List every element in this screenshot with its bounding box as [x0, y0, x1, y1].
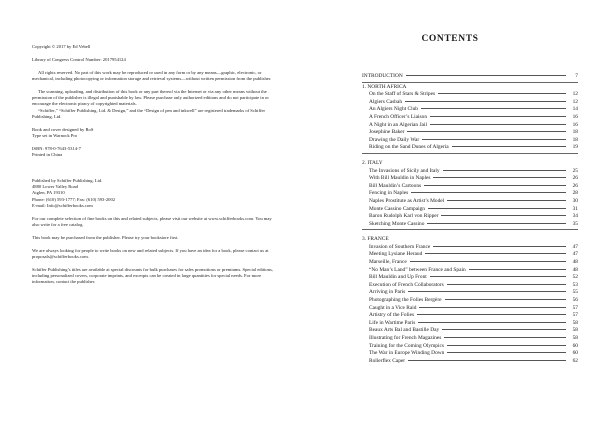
toc-entry[interactable]: [362, 221, 578, 229]
toc-entry-page: 47: [572, 251, 578, 258]
toc-entry[interactable]: [362, 327, 578, 335]
toc-entry-title: A French Officer’s Liaison: [369, 113, 428, 120]
toc-entry[interactable]: [362, 213, 578, 221]
toc-entry[interactable]: [362, 358, 578, 366]
leader-line: [407, 131, 566, 132]
toc-entry-title: Bill Mauldin’s Cartoons: [369, 182, 422, 189]
toc-entry-page: 55: [572, 289, 578, 296]
toc-entry[interactable]: [362, 206, 578, 214]
leader-line: [469, 269, 566, 270]
leader-line: [445, 299, 566, 300]
toc-entry-page: 52: [572, 274, 578, 281]
contents-title: CONTENTS: [421, 34, 479, 44]
leader-line: [447, 200, 566, 201]
rights-paragraph: All rights reserved. No part of this work may be reproduced or used in any form or by any means—graphic, electronic, or mechanical, including photocopying or information storage and retrieval systems—without written permission from the publisher.: [32, 69, 272, 81]
toc-entry-title: Bill Mauldin and Up Front: [369, 274, 427, 281]
toc-entry-title: An Algiers Night Club: [369, 106, 418, 113]
toc-entry[interactable]: [362, 144, 578, 152]
leader-line: [419, 307, 566, 308]
leader-line: [441, 215, 566, 216]
toc-entry-page: 58: [572, 327, 578, 334]
toc-entry-page: 31: [572, 205, 578, 212]
toc-entry[interactable]: [362, 289, 578, 297]
toc-entry-page: 19: [572, 144, 578, 151]
toc-entry-title: Sketching Monte Cassino: [369, 220, 425, 227]
toc-entry-title: With Bill Mauldin in Naples: [369, 175, 431, 182]
toc-entry-page: 56: [572, 297, 578, 304]
toc-entry-title: Algiers Casbah: [369, 98, 403, 105]
toc-entry[interactable]: [362, 114, 578, 122]
toc-entry-title: The War in Europe Winding Down: [369, 350, 445, 357]
toc-entry-page: 28: [572, 190, 578, 197]
toc-entry[interactable]: [362, 91, 578, 99]
selection-paragraph: For our complete selection of fine books on this and related subjects, please visit our website at www.schifferbooks.com. You may also write for a free catalog.: [32, 215, 272, 228]
leader-line: [443, 170, 566, 171]
toc-entry-page: 58: [572, 335, 578, 341]
leader-line: [430, 116, 566, 117]
leader-line: [424, 185, 566, 186]
toc-entry-title: Arriving in Paris: [369, 289, 406, 296]
purchase-paragraph: This book may be purchased from the publisher. Please try your bookstore first.: [32, 234, 179, 240]
toc-entry-page: 14: [572, 106, 578, 113]
toc-entry-title: Caught in a Vice Raid: [369, 304, 417, 311]
toc-entry[interactable]: [362, 297, 578, 305]
toc-entry-title: Riding on the Sand Dunes of Algeria: [369, 144, 449, 151]
toc-entry[interactable]: [362, 335, 578, 343]
leader-line: [411, 192, 566, 193]
toc-entry[interactable]: [362, 343, 578, 351]
section-rule: [362, 82, 578, 83]
leader-line: [433, 177, 566, 178]
toc-entry-title: Execution of French Collaborators: [369, 281, 444, 288]
trademarks-paragraph: “Schiffer,” “Schiffer Publishing, Ltd. & Design,” and the “Design of pen and inkwell” are registered trademarks of Schiffer Publishing, Ltd.: [32, 107, 266, 119]
toc-entry-title: A Night in an Algerian Jail: [369, 121, 427, 128]
toc-entry[interactable]: [362, 312, 578, 320]
toc-entry-title: Naples Prostitute as Artist’s Model: [369, 197, 445, 204]
publisher-phone: Phone: (610) 593-1777; Fax: (610) 593-2002: [32, 196, 116, 202]
contents-page: [300, 0, 600, 429]
leader-line: [430, 276, 566, 277]
toc-entry-title: Training for the Coming Olympics: [369, 342, 444, 349]
toc-entry-page: 35: [572, 220, 578, 227]
toc-entry-title: Invasion of Southern France: [369, 243, 431, 250]
publisher-email: E-mail: Info@schifferbooks.com: [32, 203, 93, 209]
toc-entry-title: Monte Cassino Campaign: [369, 205, 425, 212]
toc-entry-title: INTRODUCTION: [362, 73, 403, 79]
toc-entry-title: Life in Wartime Paris: [369, 319, 416, 326]
toc-entry-title: Artistry of the Folies: [369, 312, 415, 319]
toc-entry-page: 16: [572, 113, 578, 120]
toc-entry[interactable]: [362, 350, 578, 358]
lccn-line: Library of Congress Control Number: 2017954124: [32, 56, 126, 62]
toc-entry-page: 12: [572, 98, 578, 105]
leader-line: [442, 329, 566, 330]
toc-entry-title: Marseille, France: [369, 259, 407, 266]
leader-line: [421, 108, 566, 109]
toc-entry-title: Meeting Lysiane Heraud: [369, 251, 423, 258]
leader-line: [447, 284, 566, 285]
toc-entry[interactable]: [362, 267, 578, 275]
toc-entry[interactable]: [362, 183, 578, 191]
toc-entry-page: 62: [572, 357, 578, 364]
toc-entry-title: Illustrating for French Magazines: [369, 335, 442, 341]
leader-line: [447, 352, 566, 353]
toc-entry-page: 18: [572, 129, 578, 136]
copyright-block: [32, 44, 280, 286]
toc-entry[interactable]: [362, 168, 578, 176]
toc-entry-page: 34: [572, 213, 578, 220]
authors-paragraph: We are always looking for people to write books on new and related subjects. If you have an idea for a book, please contact us at proposals@schifferbooks.com.: [32, 247, 269, 260]
leader-line: [438, 93, 566, 94]
copyright-line: Copyright © 2017 by Ed Vebell: [32, 44, 91, 49]
toc-section-france: [362, 236, 578, 365]
toc-section-italy: [362, 160, 578, 230]
toc-entry-page: 25: [572, 167, 578, 174]
leader-line: [428, 208, 566, 209]
leader-line: [417, 314, 566, 315]
toc-entry-page: 57: [572, 312, 578, 319]
toc-entry[interactable]: [362, 99, 578, 107]
toc-entry-page: 26: [572, 175, 578, 182]
leader-line: [427, 223, 566, 224]
toc-entry-title: Drawing the Daily War: [369, 136, 420, 143]
leader-line: [433, 246, 566, 247]
scanning-paragraph: The scanning, uploading, and distribution of this book or any part thereof via the Internet or via any other means without the permission of the publisher is illegal and punishable by law. Please purchase only authorized editions and do not participate in or encourage the electronic piracy of copyrighted materials.: [32, 88, 269, 107]
toc-entry-title: Josephine Baker: [369, 129, 405, 136]
isbn-line: ISBN: 978-0-7643-5314-7: [32, 145, 81, 151]
toc-entry[interactable]: [362, 175, 578, 183]
section-heading: 1. NORTH AFRICA: [362, 83, 407, 90]
publisher-city: Atglen, PA 19310: [32, 190, 65, 196]
toc-entry-page: 58: [572, 319, 578, 326]
leader-line: [408, 360, 566, 361]
toc-entry-page: 16: [572, 121, 578, 128]
section-heading: 2. ITALY: [362, 159, 383, 166]
leader-line: [406, 75, 566, 76]
publisher-street: 4880 Lower Valley Road: [32, 184, 78, 190]
discounts-paragraph: Schiffer Publishing’s titles are available at special discounts for bulk purchases for sales promotions or premiums. Special editions, including personalized covers, corporate imprints, and excerpts can be created in large quantities for special needs. For more information, contact the publisher.: [32, 266, 273, 285]
toc-entry-title: On the Staff of Stars & Stripes: [369, 91, 436, 98]
toc-entry-page: 26: [572, 182, 578, 189]
toc-entry[interactable]: [362, 274, 578, 282]
toc-entry-page: 12: [572, 91, 578, 98]
leader-line: [405, 101, 566, 102]
toc-entry-title: Photographing the Folies Bergère: [369, 297, 442, 304]
leader-line: [410, 261, 566, 262]
toc-entry-title: Baron Rudolph Karl von Ripper: [369, 213, 439, 220]
leader-line: [422, 139, 566, 140]
toc-entry-page: 53: [572, 281, 578, 288]
design-credit: Book and cover designed by RoS: [32, 126, 94, 132]
toc-entry-page: 48: [572, 259, 578, 266]
toc-entry-title: “No Man’s Land” between France and Spain: [369, 266, 466, 273]
section-heading: 3. FRANCE: [362, 236, 389, 243]
leader-line: [430, 124, 566, 125]
publisher-name: Published by Schiffer Publishing, Ltd.: [32, 177, 103, 183]
toc-section-north-africa: [362, 84, 578, 154]
toc-entry[interactable]: [362, 320, 578, 328]
toc: [362, 73, 578, 365]
toc-entry[interactable]: [362, 122, 578, 130]
toc-entry-title: Beaux Arts Bal and Bastille Day: [369, 327, 440, 334]
toc-entry-page: 7: [575, 73, 578, 79]
toc-entry[interactable]: [362, 282, 578, 290]
toc-entry-page: 48: [572, 266, 578, 273]
toc-entry[interactable]: [362, 198, 578, 206]
toc-entry-title: Fencing in Naples: [369, 190, 409, 197]
typeset-credit: Type set in Warnock Pro: [32, 132, 78, 138]
toc-entry[interactable]: [362, 106, 578, 114]
toc-entry-page: 60: [572, 350, 578, 357]
leader-line: [418, 322, 566, 323]
toc-entry-page: 30: [572, 197, 578, 204]
leader-line: [444, 337, 566, 338]
leader-line: [447, 345, 566, 346]
toc-entry[interactable]: [362, 190, 578, 198]
leader-line: [452, 146, 566, 147]
toc-entry-title: The Invasions of Sicily and Italy: [369, 167, 440, 174]
toc-entry-page: 60: [572, 342, 578, 349]
toc-entry-title: Rollerflex Caper: [369, 357, 406, 364]
toc-entry[interactable]: [362, 244, 578, 252]
toc-entry-page: 47: [572, 243, 578, 250]
printed-line: Printed in China: [32, 152, 63, 158]
toc-intro[interactable]: [362, 73, 578, 81]
toc-entry[interactable]: [362, 259, 578, 267]
toc-entry[interactable]: [362, 251, 578, 259]
toc-entry-page: 18: [572, 136, 578, 143]
toc-entry[interactable]: [362, 129, 578, 137]
toc-entry-page: 57: [572, 304, 578, 311]
leader-line: [425, 253, 566, 254]
leader-line: [408, 291, 566, 292]
